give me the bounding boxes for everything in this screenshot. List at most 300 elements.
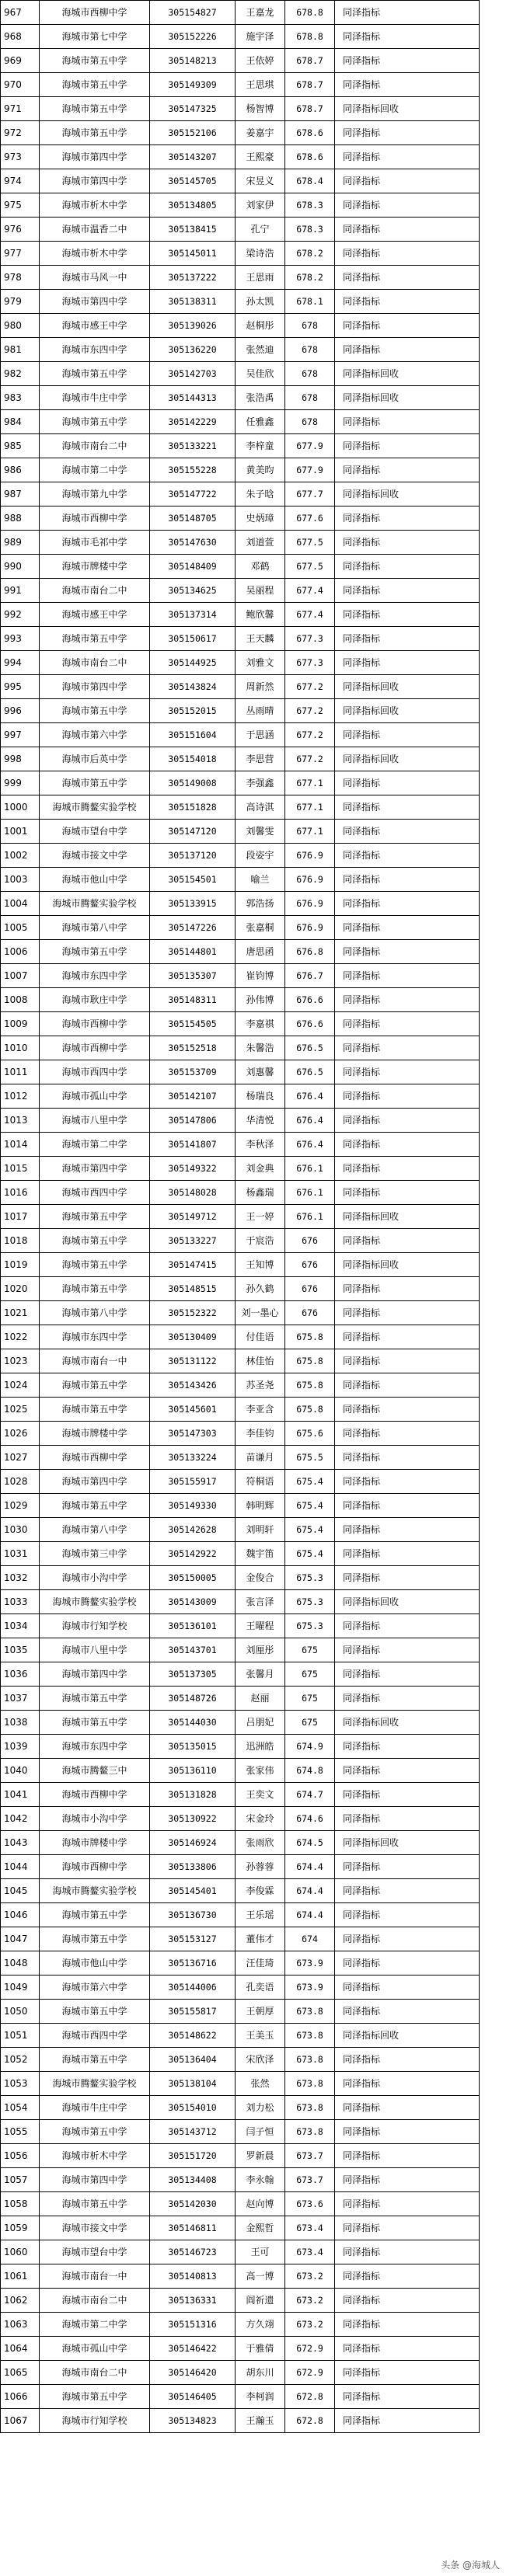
exam-number-cell: 305155817 <box>150 2000 236 2024</box>
rank-cell: 1003 <box>1 868 40 892</box>
quota-type-cell: 同泽指标 <box>335 458 480 482</box>
student-name-cell: 王依婷 <box>236 49 285 73</box>
exam-number-cell: 305143207 <box>150 145 236 169</box>
quota-type-cell: 同泽指标 <box>335 2361 480 2385</box>
rank-cell: 983 <box>1 386 40 410</box>
rank-cell: 968 <box>1 25 40 49</box>
quota-type-cell: 同泽指标 <box>335 1687 480 1711</box>
exam-number-cell: 305143009 <box>150 1590 236 1614</box>
exam-number-cell: 305133224 <box>150 1446 236 1470</box>
exam-number-cell: 305131122 <box>150 1349 236 1373</box>
score-cell: 673.2 <box>285 2313 335 2337</box>
score-cell: 675 <box>285 1711 335 1735</box>
student-name-cell: 黄美昀 <box>236 458 285 482</box>
school-cell: 海城市第四中学 <box>40 675 150 699</box>
rank-cell: 1059 <box>1 2216 40 2240</box>
score-cell: 675.8 <box>285 1325 335 1349</box>
school-cell: 海城市第八中学 <box>40 1518 150 1542</box>
quota-type-cell: 同泽指标 <box>335 2144 480 2168</box>
school-cell: 海城市牌楼中学 <box>40 1422 150 1446</box>
school-cell: 海城市第五中学 <box>40 121 150 145</box>
score-cell: 673.8 <box>285 2072 335 2096</box>
exam-number-cell: 305149322 <box>150 1157 236 1181</box>
rank-cell: 1011 <box>1 1060 40 1084</box>
rank-cell: 1026 <box>1 1422 40 1446</box>
quota-type-cell: 同泽指标 <box>335 1494 480 1518</box>
school-cell: 海城市第五中学 <box>40 410 150 434</box>
quota-type-cell: 同泽指标 <box>335 1301 480 1325</box>
score-cell: 675.3 <box>285 1590 335 1614</box>
score-cell: 678 <box>285 314 335 338</box>
quota-type-cell: 同泽指标 <box>335 1157 480 1181</box>
quota-type-cell: 同泽指标 <box>335 2264 480 2289</box>
quota-type-cell: 同泽指标 <box>335 1133 480 1157</box>
score-cell: 673.8 <box>285 2024 335 2048</box>
exam-number-cell: 305153709 <box>150 1060 236 1084</box>
student-name-cell: 李亚含 <box>236 1398 285 1422</box>
quota-type-cell: 同泽指标 <box>335 2240 480 2264</box>
exam-number-cell: 305147415 <box>150 1253 236 1277</box>
table-row <box>1 169 480 193</box>
score-cell: 677.2 <box>285 675 335 699</box>
school-cell: 海城市望台中学 <box>40 2240 150 2264</box>
rank-cell: 1064 <box>1 2337 40 2361</box>
table-row <box>1 1807 480 1831</box>
school-cell: 海城市南台一中 <box>40 1349 150 1373</box>
quota-type-cell: 同泽指标 <box>335 1373 480 1398</box>
student-name-cell: 施宇泽 <box>236 25 285 49</box>
score-cell: 677.2 <box>285 723 335 747</box>
table-row <box>1 964 480 988</box>
student-name-cell: 孙太凯 <box>236 290 285 314</box>
rank-cell: 994 <box>1 651 40 675</box>
quota-type-cell: 同泽指标 <box>335 506 480 531</box>
rank-cell: 1042 <box>1 1807 40 1831</box>
table-row <box>1 2313 480 2337</box>
student-name-cell: 刘雅文 <box>236 651 285 675</box>
table-row <box>1 506 480 531</box>
school-cell: 海城市西柳中学 <box>40 1 150 25</box>
rank-cell: 1036 <box>1 1662 40 1687</box>
quota-type-cell: 同泽指标回收 <box>335 1590 480 1614</box>
table-row <box>1 1542 480 1566</box>
school-cell: 海城市行知学校 <box>40 2409 150 2433</box>
rank-cell: 1007 <box>1 964 40 988</box>
student-name-cell: 姜嘉宇 <box>236 121 285 145</box>
quota-type-cell: 同泽指标 <box>335 844 480 868</box>
exam-number-cell: 305145401 <box>150 1879 236 1903</box>
table-row <box>1 1084 480 1109</box>
quota-type-cell: 同泽指标 <box>335 1229 480 1253</box>
school-cell: 海城市马风一中 <box>40 266 150 290</box>
quota-type-cell: 同泽指标回收 <box>335 699 480 723</box>
rank-cell: 970 <box>1 73 40 97</box>
rank-cell: 1002 <box>1 844 40 868</box>
school-cell: 海城市第四中学 <box>40 2168 150 2192</box>
quota-type-cell: 同泽指标 <box>335 795 480 820</box>
table-row <box>1 555 480 579</box>
rank-cell: 969 <box>1 49 40 73</box>
score-cell: 678 <box>285 338 335 362</box>
exam-number-cell: 305134408 <box>150 2168 236 2192</box>
table-row <box>1 362 480 386</box>
student-name-cell: 于雅倩 <box>236 2337 285 2361</box>
quota-type-cell: 同泽指标 <box>335 868 480 892</box>
school-cell: 海城市小沟中学 <box>40 1566 150 1590</box>
student-name-cell: 张然迪 <box>236 338 285 362</box>
quota-type-cell: 同泽指标 <box>335 1422 480 1446</box>
score-cell: 674.8 <box>285 1759 335 1783</box>
score-cell: 678.7 <box>285 97 335 121</box>
table-row <box>1 218 480 242</box>
student-name-cell: 刘馨雯 <box>236 820 285 844</box>
rank-cell: 1046 <box>1 1903 40 1927</box>
exam-number-cell: 305134805 <box>150 193 236 218</box>
student-name-cell: 付佳语 <box>236 1325 285 1349</box>
school-cell: 海城市第九中学 <box>40 482 150 506</box>
rank-cell: 977 <box>1 242 40 266</box>
score-cell: 676.6 <box>285 988 335 1012</box>
table-row <box>1 1590 480 1614</box>
table-row <box>1 1036 480 1060</box>
rank-cell: 981 <box>1 338 40 362</box>
quota-type-cell: 同泽指标 <box>335 1566 480 1590</box>
rank-cell: 1043 <box>1 1831 40 1855</box>
table-row <box>1 410 480 434</box>
exam-number-cell: 305146811 <box>150 2216 236 2240</box>
rank-cell: 1030 <box>1 1518 40 1542</box>
score-cell: 676.9 <box>285 892 335 916</box>
rank-cell: 1041 <box>1 1783 40 1807</box>
ranking-table-body <box>1 1 480 2433</box>
school-cell: 海城市第五中学 <box>40 2120 150 2144</box>
student-name-cell: 刘惠馨 <box>236 1060 285 1084</box>
table-row <box>1 2048 480 2072</box>
exam-number-cell: 305153127 <box>150 1927 236 1951</box>
student-name-cell: 孔奕语 <box>236 1976 285 2000</box>
quota-type-cell: 同泽指标 <box>335 193 480 218</box>
table-row <box>1 2385 480 2409</box>
student-name-cell: 高一博 <box>236 2264 285 2289</box>
student-name-cell: 阎祈遗 <box>236 2289 285 2313</box>
quota-type-cell: 同泽指标 <box>335 2120 480 2144</box>
rank-cell: 1038 <box>1 1711 40 1735</box>
exam-number-cell: 305130922 <box>150 1807 236 1831</box>
table-row <box>1 1638 480 1662</box>
school-cell: 海城市第七中学 <box>40 25 150 49</box>
student-name-cell: 朱馨浩 <box>236 1036 285 1060</box>
table-row <box>1 1277 480 1301</box>
quota-type-cell: 同泽指标 <box>335 1614 480 1638</box>
table-row <box>1 2361 480 2385</box>
student-name-cell: 王曜程 <box>236 1614 285 1638</box>
score-cell: 676.9 <box>285 844 335 868</box>
table-row <box>1 1398 480 1422</box>
table-row <box>1 1157 480 1181</box>
rank-cell: 975 <box>1 193 40 218</box>
exam-number-cell: 305155917 <box>150 1470 236 1494</box>
rank-cell: 1023 <box>1 1349 40 1373</box>
table-row <box>1 386 480 410</box>
rank-cell: 988 <box>1 506 40 531</box>
student-name-cell: 鲍欣馨 <box>236 603 285 627</box>
school-cell: 海城市牛庄中学 <box>40 2096 150 2120</box>
school-cell: 海城市第五中学 <box>40 1711 150 1735</box>
exam-number-cell: 305150617 <box>150 627 236 651</box>
school-cell: 海城市后英中学 <box>40 747 150 771</box>
student-name-cell: 韩明辉 <box>236 1494 285 1518</box>
score-cell: 678.3 <box>285 193 335 218</box>
student-name-cell: 刘厘彤 <box>236 1638 285 1662</box>
score-cell: 672.9 <box>285 2361 335 2385</box>
school-cell: 海城市行知学校 <box>40 1614 150 1638</box>
rank-cell: 1048 <box>1 1951 40 1976</box>
score-cell: 673.2 <box>285 2264 335 2289</box>
student-name-cell: 杨智博 <box>236 97 285 121</box>
exam-number-cell: 305143824 <box>150 675 236 699</box>
exam-number-cell: 305134625 <box>150 579 236 603</box>
table-row <box>1 2120 480 2144</box>
score-cell: 676 <box>285 1277 335 1301</box>
student-name-cell: 孙伟博 <box>236 988 285 1012</box>
student-name-cell: 朱子晗 <box>236 482 285 506</box>
exam-number-cell: 305136101 <box>150 1614 236 1638</box>
score-cell: 675.3 <box>285 1566 335 1590</box>
exam-number-cell: 305142229 <box>150 410 236 434</box>
exam-number-cell: 305151828 <box>150 795 236 820</box>
score-cell: 674 <box>285 1927 335 1951</box>
quota-type-cell: 同泽指标 <box>335 145 480 169</box>
student-name-cell: 闫子恒 <box>236 2120 285 2144</box>
school-cell: 海城市牌楼中学 <box>40 1831 150 1855</box>
school-cell: 海城市第四中学 <box>40 169 150 193</box>
score-cell: 675.4 <box>285 1494 335 1518</box>
rank-cell: 1008 <box>1 988 40 1012</box>
school-cell: 海城市小沟中学 <box>40 1807 150 1831</box>
quota-type-cell: 同泽指标 <box>335 1855 480 1879</box>
exam-number-cell: 305148515 <box>150 1277 236 1301</box>
exam-number-cell: 305137305 <box>150 1662 236 1687</box>
score-cell: 674.7 <box>285 1783 335 1807</box>
quota-type-cell: 同泽指标 <box>335 1109 480 1133</box>
exam-number-cell: 305152518 <box>150 1036 236 1060</box>
student-name-cell: 赵向博 <box>236 2192 285 2216</box>
quota-type-cell: 同泽指标 <box>335 49 480 73</box>
rank-cell: 979 <box>1 290 40 314</box>
quota-type-cell: 同泽指标 <box>335 916 480 940</box>
school-cell: 海城市西四中学 <box>40 1181 150 1205</box>
quota-type-cell: 同泽指标 <box>335 1470 480 1494</box>
score-cell: 674.9 <box>285 1735 335 1759</box>
student-name-cell: 高诗淇 <box>236 795 285 820</box>
rank-cell: 1063 <box>1 2313 40 2337</box>
score-cell: 676.5 <box>285 1060 335 1084</box>
table-row <box>1 1181 480 1205</box>
quota-type-cell: 同泽指标 <box>335 2048 480 2072</box>
student-name-cell: 华清悦 <box>236 1109 285 1133</box>
table-row <box>1 2096 480 2120</box>
rank-cell: 1061 <box>1 2264 40 2289</box>
table-row <box>1 458 480 482</box>
quota-type-cell: 同泽指标 <box>335 1084 480 1109</box>
student-name-cell: 吴丽程 <box>236 579 285 603</box>
exam-number-cell: 305148311 <box>150 988 236 1012</box>
table-row <box>1 1855 480 1879</box>
exam-number-cell: 305142030 <box>150 2192 236 2216</box>
exam-number-cell: 305151604 <box>150 723 236 747</box>
school-cell: 海城市第八中学 <box>40 916 150 940</box>
score-cell: 676.7 <box>285 964 335 988</box>
school-cell: 海城市第四中学 <box>40 1662 150 1687</box>
quota-type-cell: 同泽指标 <box>335 603 480 627</box>
school-cell: 海城市感王中学 <box>40 603 150 627</box>
exam-number-cell: 305136716 <box>150 1951 236 1976</box>
table-row <box>1 1831 480 1855</box>
rank-cell: 1031 <box>1 1542 40 1566</box>
exam-number-cell: 305131828 <box>150 1783 236 1807</box>
score-cell: 678.3 <box>285 218 335 242</box>
student-name-cell: 吕朋妃 <box>236 1711 285 1735</box>
score-cell: 672.8 <box>285 2385 335 2409</box>
school-cell: 海城市东四中学 <box>40 1735 150 1759</box>
student-name-cell: 杨瑞良 <box>236 1084 285 1109</box>
school-cell: 海城市第五中学 <box>40 1373 150 1398</box>
score-cell: 673.9 <box>285 1976 335 2000</box>
exam-number-cell: 305133915 <box>150 892 236 916</box>
student-name-cell: 林佳怡 <box>236 1349 285 1373</box>
student-name-cell: 迅洲皓 <box>236 1735 285 1759</box>
rank-cell: 1039 <box>1 1735 40 1759</box>
score-cell: 674.5 <box>285 1831 335 1855</box>
school-cell: 海城市腾鳌实验学校 <box>40 1590 150 1614</box>
exam-number-cell: 305133227 <box>150 1229 236 1253</box>
school-cell: 海城市腾鳌实验学校 <box>40 1879 150 1903</box>
quota-type-cell: 同泽指标 <box>335 2096 480 2120</box>
exam-number-cell: 305146405 <box>150 2385 236 2409</box>
table-row <box>1 1566 480 1590</box>
quota-type-cell: 同泽指标 <box>335 338 480 362</box>
quota-type-cell: 同泽指标 <box>335 242 480 266</box>
school-cell: 海城市第四中学 <box>40 1157 150 1181</box>
rank-cell: 982 <box>1 362 40 386</box>
student-name-cell: 宋金玲 <box>236 1807 285 1831</box>
school-cell: 海城市感王中学 <box>40 314 150 338</box>
score-cell: 675 <box>285 1687 335 1711</box>
rank-cell: 1060 <box>1 2240 40 2264</box>
score-cell: 673.4 <box>285 2216 335 2240</box>
table-row <box>1 121 480 145</box>
table-row <box>1 2024 480 2048</box>
exam-number-cell: 305152015 <box>150 699 236 723</box>
school-cell: 海城市第五中学 <box>40 73 150 97</box>
student-name-cell: 赵桐彤 <box>236 314 285 338</box>
exam-number-cell: 305143701 <box>150 1638 236 1662</box>
score-cell: 677.4 <box>285 603 335 627</box>
score-cell: 677.1 <box>285 795 335 820</box>
student-name-cell: 王可 <box>236 2240 285 2264</box>
score-cell: 678.2 <box>285 242 335 266</box>
quota-type-cell: 同泽指标 <box>335 627 480 651</box>
score-cell: 673.6 <box>285 2192 335 2216</box>
school-cell: 海城市第二中学 <box>40 1133 150 1157</box>
student-name-cell: 李俊霖 <box>236 1879 285 1903</box>
table-row <box>1 1927 480 1951</box>
student-name-cell: 罗新晨 <box>236 2144 285 2168</box>
score-cell: 673.2 <box>285 2289 335 2313</box>
exam-number-cell: 305149330 <box>150 1494 236 1518</box>
quota-type-cell: 同泽指标 <box>335 1783 480 1807</box>
student-name-cell: 汪佳琦 <box>236 1951 285 1976</box>
rank-cell: 1022 <box>1 1325 40 1349</box>
school-cell: 海城市第六中学 <box>40 1976 150 2000</box>
table-row <box>1 675 480 699</box>
school-cell: 海城市第四中学 <box>40 290 150 314</box>
exam-number-cell: 305147806 <box>150 1109 236 1133</box>
student-name-cell: 孙蓉蓉 <box>236 1855 285 1879</box>
quota-type-cell: 同泽指标 <box>335 434 480 458</box>
table-row <box>1 723 480 747</box>
table-row <box>1 1301 480 1325</box>
rank-cell: 980 <box>1 314 40 338</box>
score-cell: 673.7 <box>285 2144 335 2168</box>
quota-type-cell: 同泽指标回收 <box>335 1831 480 1855</box>
rank-cell: 1020 <box>1 1277 40 1301</box>
student-name-cell: 苗谦月 <box>236 1446 285 1470</box>
exam-number-cell: 305140813 <box>150 2264 236 2289</box>
quota-type-cell: 同泽指标 <box>335 1879 480 1903</box>
table-row <box>1 892 480 916</box>
student-name-cell: 赵丽 <box>236 1687 285 1711</box>
rank-cell: 1040 <box>1 1759 40 1783</box>
student-name-cell: 李思营 <box>236 747 285 771</box>
table-row <box>1 988 480 1012</box>
exam-number-cell: 305144006 <box>150 1976 236 2000</box>
table-row <box>1 49 480 73</box>
score-cell: 673.7 <box>285 2168 335 2192</box>
student-name-cell: 刘明轩 <box>236 1518 285 1542</box>
student-name-cell: 王天麟 <box>236 627 285 651</box>
school-cell: 海城市他山中学 <box>40 868 150 892</box>
school-cell: 海城市南台二中 <box>40 2289 150 2313</box>
student-name-cell: 宋欣泽 <box>236 2048 285 2072</box>
table-row <box>1 1012 480 1036</box>
quota-type-cell: 同泽指标回收 <box>335 97 480 121</box>
school-cell: 海城市第五中学 <box>40 1927 150 1951</box>
exam-number-cell: 305142703 <box>150 362 236 386</box>
quota-type-cell: 同泽指标 <box>335 2337 480 2361</box>
exam-number-cell: 305148726 <box>150 1687 236 1711</box>
school-cell: 海城市腾鳌三中 <box>40 1759 150 1783</box>
rank-cell: 1024 <box>1 1373 40 1398</box>
score-cell: 676.9 <box>285 868 335 892</box>
rank-cell: 972 <box>1 121 40 145</box>
score-cell: 676 <box>285 1253 335 1277</box>
rank-cell: 1028 <box>1 1470 40 1494</box>
table-row <box>1 73 480 97</box>
school-cell: 海城市毛祁中学 <box>40 531 150 555</box>
table-row <box>1 1373 480 1398</box>
quota-type-cell: 同泽指标 <box>335 1638 480 1662</box>
exam-number-cell: 305136110 <box>150 1759 236 1783</box>
rank-cell: 967 <box>1 1 40 25</box>
school-cell: 海城市第五中学 <box>40 1277 150 1301</box>
student-name-cell: 李嘉祺 <box>236 1012 285 1036</box>
quota-type-cell: 同泽指标 <box>335 651 480 675</box>
student-name-cell: 张家伟 <box>236 1759 285 1783</box>
table-row <box>1 1470 480 1494</box>
quota-type-cell: 同泽指标 <box>335 73 480 97</box>
score-cell: 678 <box>285 362 335 386</box>
